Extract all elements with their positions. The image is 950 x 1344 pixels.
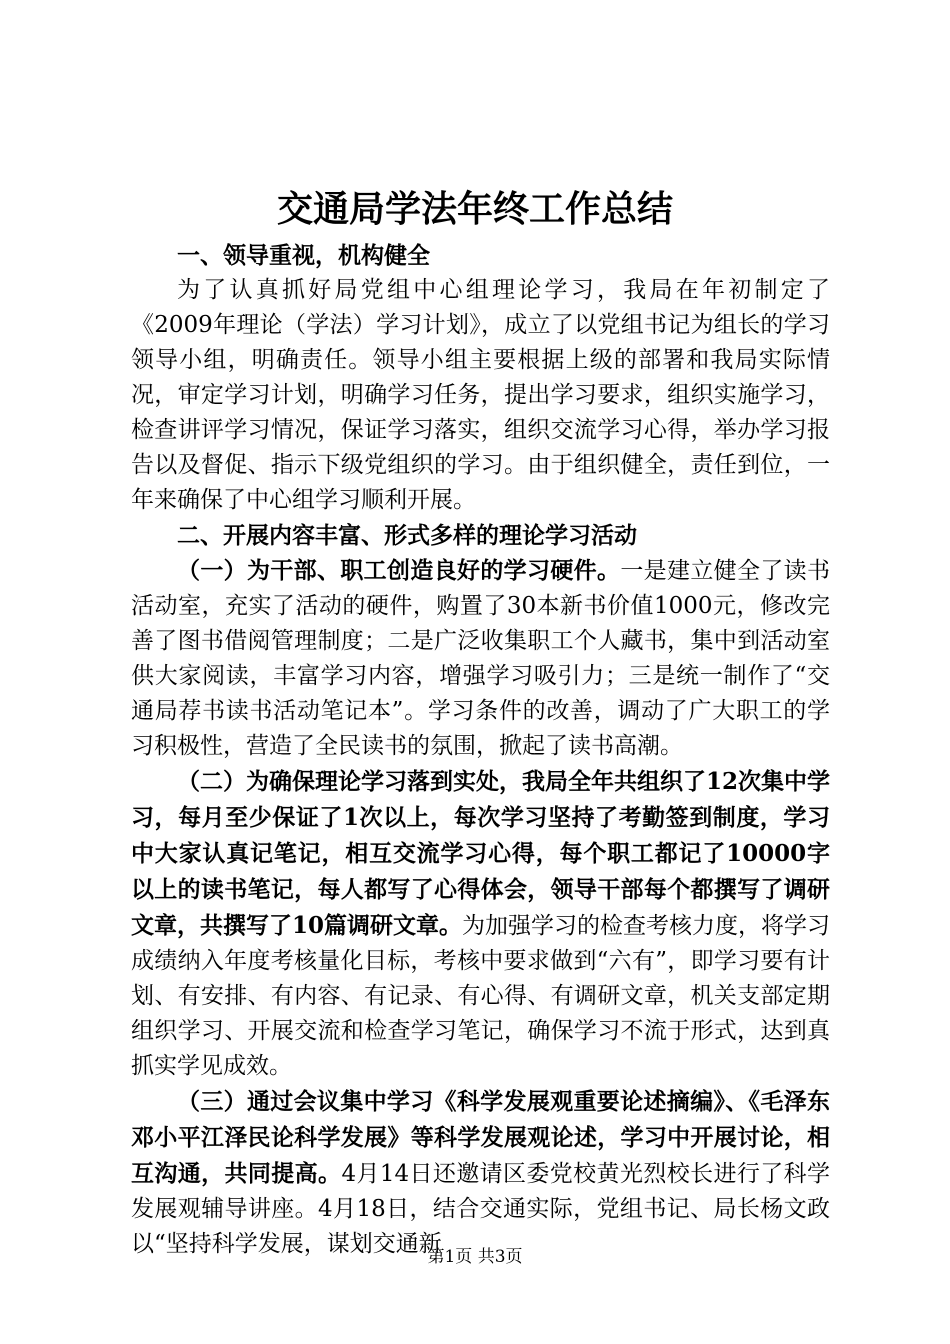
item-2-text: 为加强学习的检查考核力度，将学习成绩纳入年度考核量化目标，考核中要求做到“六有”，即学习要有计划、有安排、有内容、有记录、有心得、有调研文章，机关支部定期组织学习、开展交流和检查学习笔记，确保学习不流于形式，达到真抓实学见成效。 (131, 913, 831, 1079)
document-title: 交通局学法年终工作总结 (276, 188, 673, 230)
item-3-text: 4月14日还邀请区委党校黄光烈校长进行了科学发展观辅导讲座。4月18日，结合交通实际，党组书记、局长杨文政以“坚持科学发展，谋划交通新 (131, 1161, 831, 1257)
item-1-lead: （一）为干部、职工创造良好的学习硬件。 (177, 557, 621, 584)
item-2-paragraph (131, 764, 830, 1084)
item-1-paragraph (131, 553, 830, 764)
document-body (131, 238, 830, 1262)
item-2-lead: （二）为确保理论学习落到实处，我局全年共组织了12次集中学习，每月至少保证了1次以上，每次学习坚持了考勤签到制度，学习中大家认真记笔记，相互交流学习心得，每个职工都记了10000字以上的读书笔记，每人都写了心得体会，领导干部每个都撰写了调研文章，共撰写了10篇调研文章。 (131, 768, 831, 939)
item-3-lead: （三）通过会议集中学习《科学发展观重要论述摘编》、《毛泽东邓小平江泽民论科学发展》等科学发展观论述，学习中开展讨论，相互沟通，共同提高。 (131, 1088, 830, 1187)
page-footer: 第1页 共3页 (427, 1247, 523, 1267)
section-1-heading: 一、领导重视，机构健全 (177, 242, 430, 269)
section-2-heading: 二、开展内容丰富、形式多样的理论学习活动 (177, 522, 637, 549)
item-3-paragraph (131, 1084, 830, 1262)
item-1-text: 一是建立健全了读书活动室，充实了活动的硬件，购置了30本新书价值1000元，修改完善了图书借阅管理制度；二是广泛收集职工个人藏书，集中到活动室供大家阅读，丰富学习内容，增强学习吸引力；三是统一制作了“交通局荐书读书活动笔记本”。学习条件的改善，调动了广大职工的学习积极性，营造了全民读书的氛围，掀起了读书高潮。 (131, 558, 831, 759)
section-1-paragraph: 为了认真抓好局党组中心组理论学习，我局在年初制定了《2009年理论（学法）学习计划》，成立了以党组书记为组长的学习领导小组，明确责任。领导小组主要根据上级的部署和我局实际情况，审定学习计划，明确学习任务，提出学习要求，组织实施学习，检查讲评学习情况，保证学习落实，组织交流学习心得，举办学习报告以及督促、指示下级党组织的学习。由于组织健全，责任到位，一年来确保了中心组学习顺利开展。 (131, 277, 830, 513)
